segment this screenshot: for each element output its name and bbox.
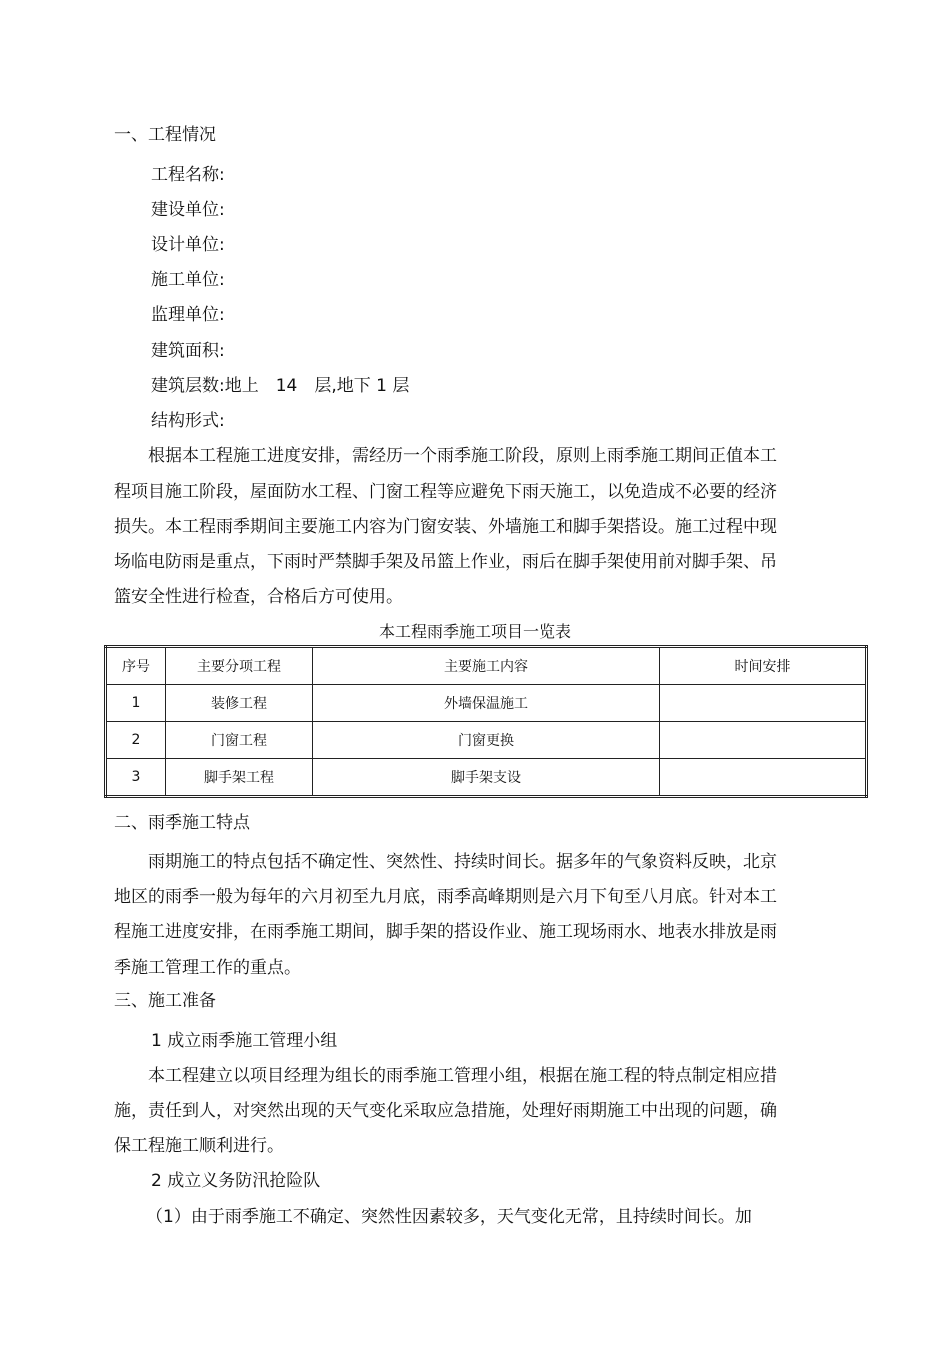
paragraph-line: 程施工进度安排，在雨季施工期间，脚手架的搭设作业、施工现场雨水、地表水排放是雨 — [114, 922, 777, 942]
table-cell: 门窗工程 — [166, 722, 313, 759]
paragraph-line: 保工程施工顺利进行。 — [114, 1136, 284, 1156]
table-cell: 脚手架支设 — [313, 759, 660, 797]
paragraph-line: 根据本工程施工进度安排，需经历一个雨季施工阶段，原则上雨季施工期间正值本工 — [114, 446, 777, 466]
paragraph-line: 损失。本工程雨季期间主要施工内容为门窗安装、外墙施工和脚手架搭设。施工过程中现 — [114, 517, 777, 537]
paragraph-line: 雨期施工的特点包括不确定性、突然性、持续时间长。据多年的气象资料反映，北京 — [114, 852, 777, 872]
table-cell: 外墙保温施工 — [313, 685, 660, 722]
table-cell: 脚手架工程 — [166, 759, 313, 797]
field-design-unit: 设计单位: — [151, 235, 225, 255]
paragraph-line: 地区的雨季一般为每年的六月初至九月底，雨季高峰期则是六月下旬至八月底。针对本工 — [114, 887, 777, 907]
table-row — [106, 759, 867, 797]
field-building-area: 建筑面积: — [151, 341, 225, 361]
paragraph-line: 季施工管理工作的重点。 — [114, 958, 301, 978]
field-builder-unit: 施工单位: — [151, 270, 225, 290]
table-cell — [660, 685, 867, 722]
table-cell: 2 — [106, 722, 166, 759]
paragraph-line: 场临电防雨是重点，下雨时严禁脚手架及吊篮上作业，雨后在脚手架使用前对脚手架、吊 — [114, 552, 777, 572]
table-cell — [660, 759, 867, 797]
table-header-cell: 序号 — [106, 647, 166, 685]
section-heading-rain-features: 二、雨季施工特点 — [114, 813, 250, 833]
table-header-cell: 主要分项工程 — [166, 647, 313, 685]
table-header-cell: 主要施工内容 — [313, 647, 660, 685]
paragraph-line: （1）由于雨季施工不确定、突然性因素较多，天气变化无常，且持续时间长。加 — [146, 1207, 752, 1227]
section-heading-preparation: 三、施工准备 — [114, 991, 216, 1011]
field-structure-type: 结构形式: — [151, 411, 225, 431]
field-project-name: 工程名称: — [151, 165, 225, 185]
field-building-floors: 建筑层数:地上 14 层,地下 1 层 — [151, 376, 410, 396]
subsection-heading: 2 成立义务防汛抢险队 — [151, 1171, 321, 1191]
table-row — [106, 685, 867, 722]
section-heading-project-info: 一、工程情况 — [114, 125, 216, 145]
table-caption: 本工程雨季施工项目一览表 — [378, 622, 571, 641]
paragraph-line: 程项目施工阶段，屋面防水工程、门窗工程等应避免下雨天施工，以免造成不必要的经济 — [114, 482, 777, 502]
table-cell: 1 — [106, 685, 166, 722]
field-supervision-unit: 监理单位: — [151, 305, 225, 325]
subsection-heading: 1 成立雨季施工管理小组 — [151, 1031, 338, 1051]
rain-season-items-table — [104, 645, 868, 798]
field-construction-unit: 建设单位: — [151, 200, 225, 220]
table-row — [106, 722, 867, 759]
paragraph-line: 本工程建立以项目经理为组长的雨季施工管理小组，根据在施工程的特点制定相应措 — [114, 1066, 777, 1086]
table-cell: 装修工程 — [166, 685, 313, 722]
table-cell: 3 — [106, 759, 166, 797]
paragraph-line: 篮安全性进行检查，合格后方可使用。 — [114, 587, 403, 607]
table-cell — [660, 722, 867, 759]
table-cell: 门窗更换 — [313, 722, 660, 759]
table-header-cell: 时间安排 — [660, 647, 867, 685]
paragraph-line: 施，责任到人，对突然出现的天气变化采取应急措施，处理好雨期施工中出现的问题，确 — [114, 1101, 777, 1121]
table-header-row — [106, 647, 867, 685]
